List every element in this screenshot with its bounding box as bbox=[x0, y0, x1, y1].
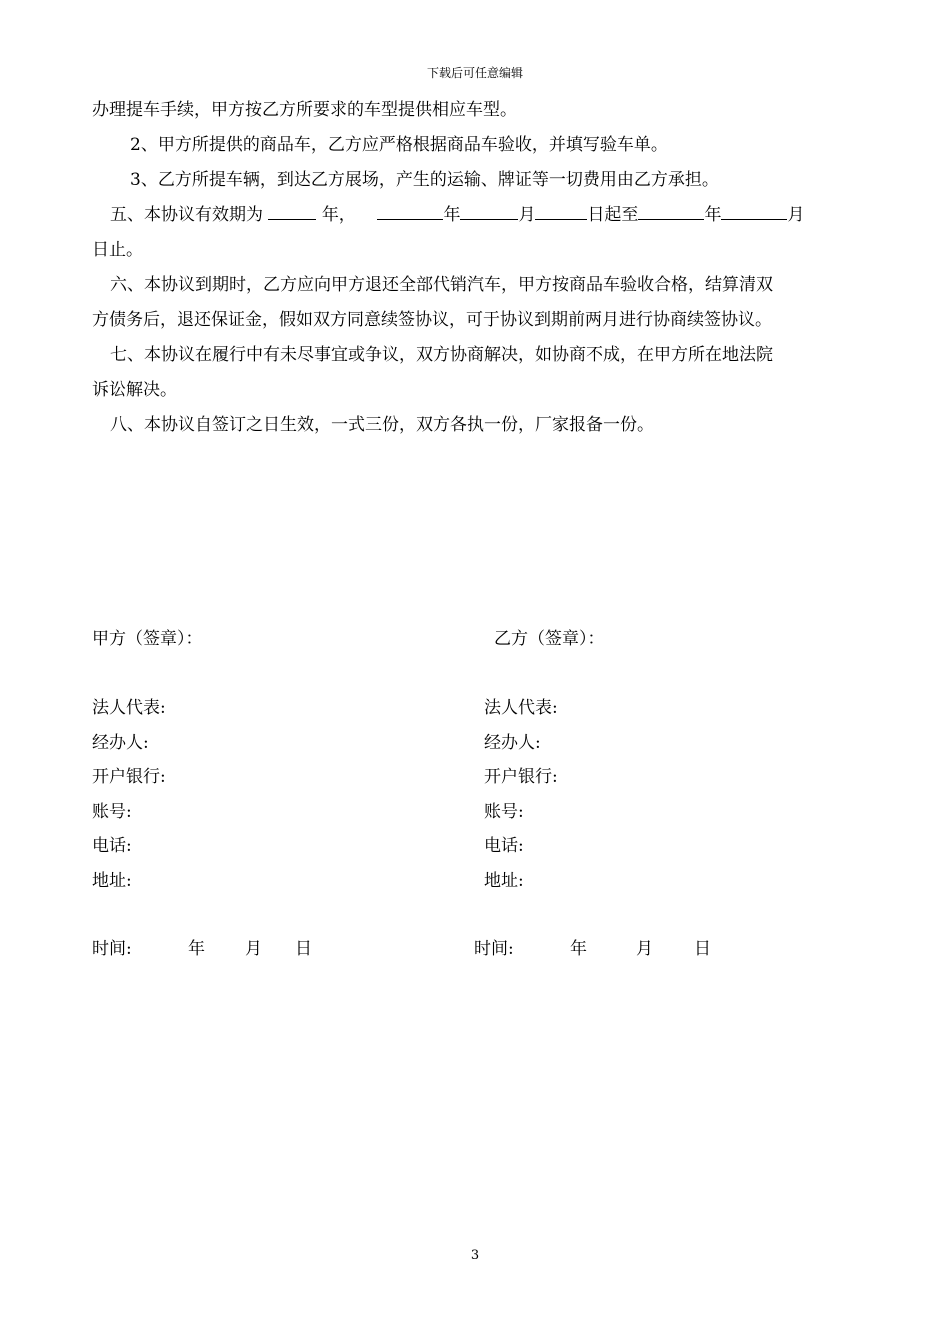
party-a-legal-rep: 法人代表: bbox=[92, 698, 166, 718]
party-a-phone: 电话: bbox=[92, 836, 132, 856]
party-a-day: 日 bbox=[295, 939, 312, 959]
validity-end-year: 年 bbox=[704, 205, 722, 225]
paragraph-clause-7-line-1: 七、本协议在履行中有未尽事宜或争议，双方协商解决，如协商不成，在甲方所在地法院 bbox=[110, 345, 773, 365]
party-b-legal-rep: 法人代表: bbox=[484, 698, 558, 718]
party-b-day: 日 bbox=[694, 939, 711, 959]
party-b-phone: 电话: bbox=[484, 836, 524, 856]
blank-start-year bbox=[377, 201, 443, 220]
paragraph-clause-2: 2、甲方所提供的商品车，乙方应严格根据商品车验收，并填写验车单。 bbox=[130, 135, 668, 155]
paragraph-clause-6-line-2: 方债务后，退还保证金，假如双方同意续签协议，可于协议到期前两月进行协商续签协议。 bbox=[92, 310, 772, 330]
party-a-bank: 开户银行: bbox=[92, 767, 166, 787]
party-b-title: 乙方（签章）： bbox=[494, 629, 605, 649]
party-b-time-label: 时间: bbox=[474, 939, 514, 959]
validity-year-unit: 年， bbox=[321, 205, 356, 225]
validity-prefix: 五、本协议有效期为 bbox=[110, 205, 263, 225]
blank-start-day bbox=[535, 201, 587, 220]
contract-body bbox=[92, 93, 862, 443]
party-a-time-label: 时间: bbox=[92, 939, 132, 959]
party-a-title: 甲方（签章）： bbox=[92, 629, 203, 649]
validity-start-year: 年 bbox=[443, 205, 461, 225]
blank-end-year bbox=[638, 201, 704, 220]
paragraph-pickup: 办理提车手续，甲方按乙方所要求的车型提供相应车型。 bbox=[92, 100, 517, 120]
party-a-month: 月 bbox=[245, 939, 262, 959]
party-b-account: 账号: bbox=[484, 802, 524, 822]
paragraph-clause-6-line-1: 六、本协议到期时，乙方应向甲方退还全部代销汽车，甲方按商品车验收合格，结算清双 bbox=[110, 275, 773, 295]
party-a-account: 账号: bbox=[92, 802, 132, 822]
header-note: 下载后可任意编辑 bbox=[426, 66, 523, 80]
party-b-bank: 开户银行: bbox=[484, 767, 558, 787]
validity-start-month: 月 bbox=[518, 205, 536, 225]
party-a-address: 地址: bbox=[92, 871, 132, 891]
page-number: 3 bbox=[470, 1248, 480, 1263]
validity-start-day: 日起至 bbox=[587, 205, 639, 225]
party-a-time bbox=[92, 934, 312, 959]
paragraph-clause-3: 3、乙方所提车辆，到达乙方展场，产生的运输、牌证等一切费用由乙方承担。 bbox=[130, 170, 719, 190]
party-b-year: 年 bbox=[570, 939, 587, 959]
paragraph-validity bbox=[92, 198, 862, 233]
party-b-address: 地址: bbox=[484, 871, 524, 891]
party-b-month: 月 bbox=[636, 939, 653, 959]
blank-end-month bbox=[721, 201, 787, 220]
blank-start-month bbox=[460, 201, 518, 220]
validity-end-month: 月 bbox=[787, 205, 805, 225]
party-a-agent: 经办人: bbox=[92, 733, 149, 753]
paragraph-clause-8: 八、本协议自签订之日生效，一式三份，双方各执一份，厂家报备一份。 bbox=[110, 415, 654, 435]
party-b-agent: 经办人: bbox=[484, 733, 541, 753]
party-b-time bbox=[474, 934, 711, 959]
paragraph-clause-7-line-2: 诉讼解决。 bbox=[92, 380, 177, 400]
blank-duration bbox=[268, 201, 316, 220]
paragraph-validity-end: 日止。 bbox=[92, 240, 143, 260]
party-a-year: 年 bbox=[188, 939, 205, 959]
